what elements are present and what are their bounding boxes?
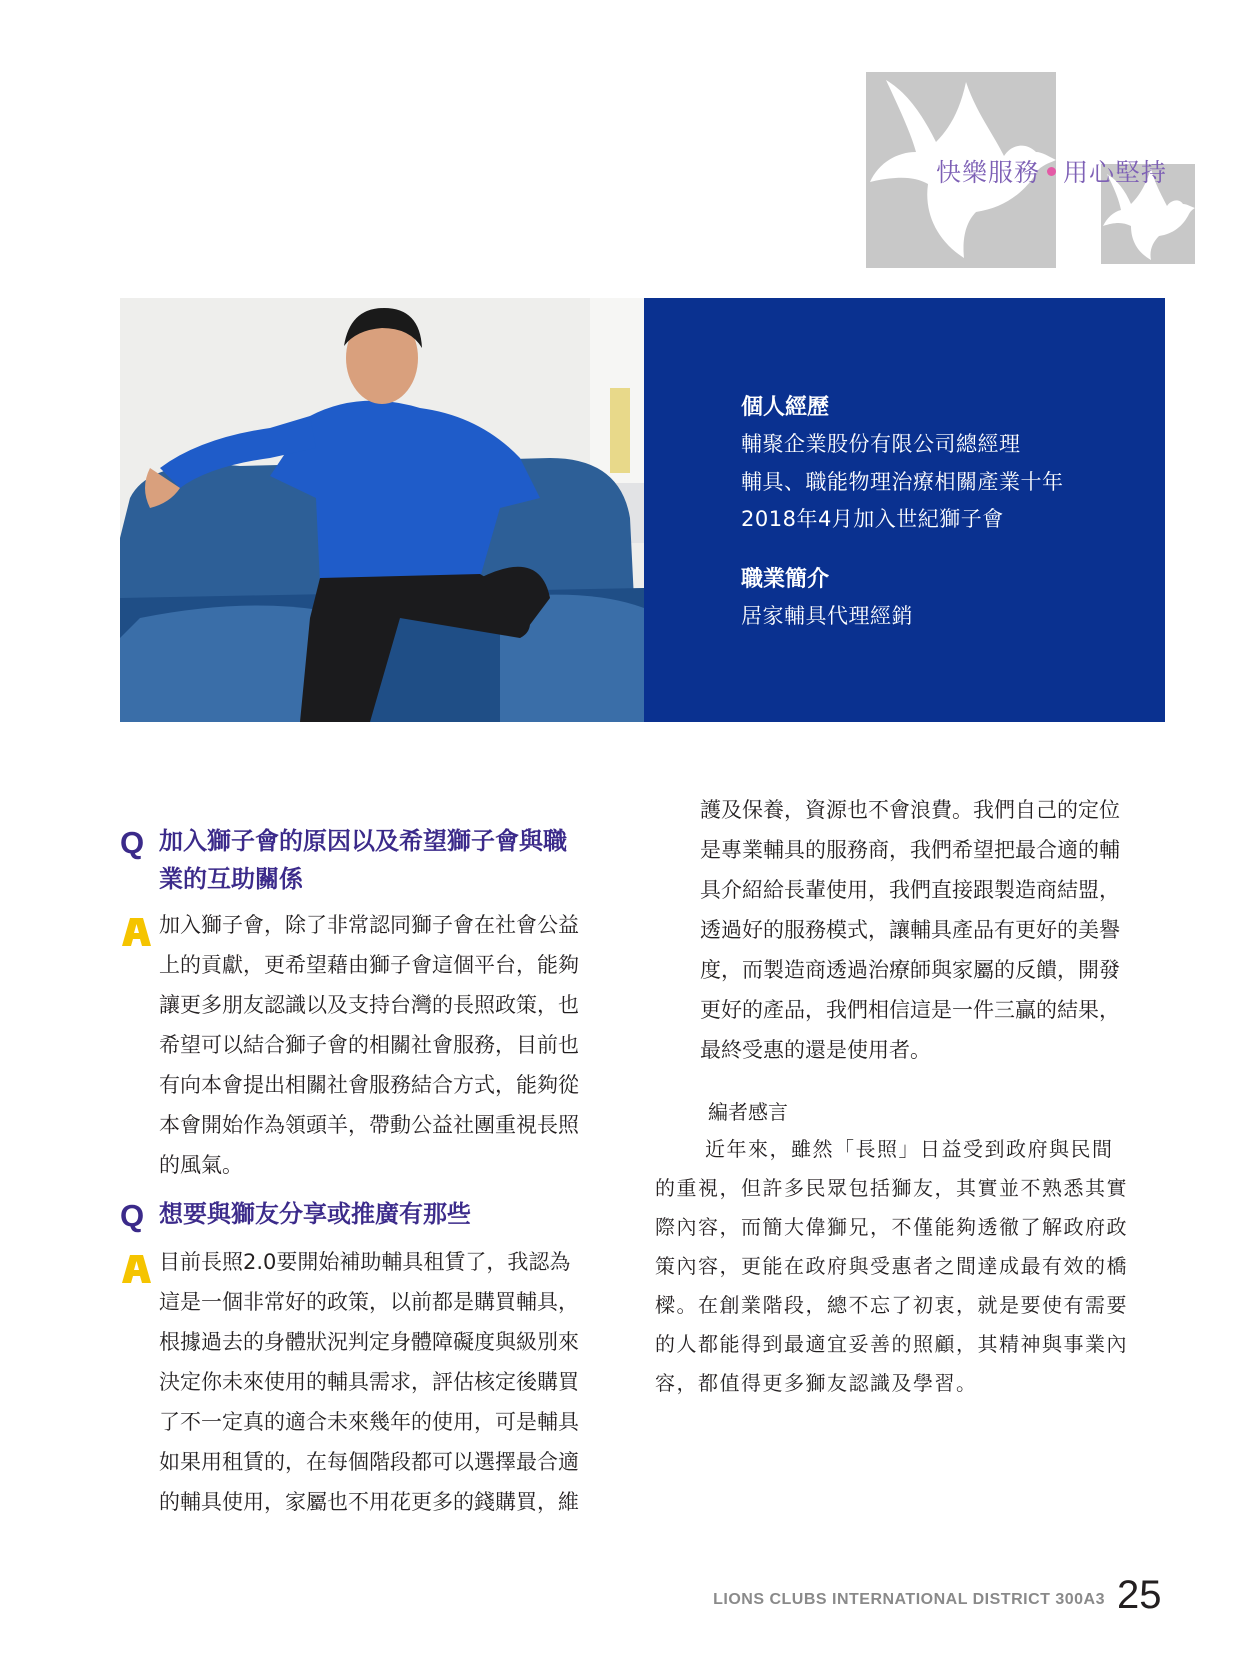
answer-line: 的風氣。	[159, 1153, 243, 1177]
answer-line: 更好的產品，我們相信這是一件三贏的結果，	[700, 998, 1120, 1022]
portrait-photo	[120, 298, 644, 722]
history-line: 輔聚企業股份有限公司總經理	[741, 432, 1021, 456]
history-line: 2018年4月加入世紀獅子會	[741, 507, 1004, 531]
history-heading: 個人經歷	[741, 395, 830, 420]
editor-note-line: 容，都值得更多獅友認識及學習。	[655, 1371, 978, 1395]
question-1	[159, 822, 567, 898]
bullet-dot-icon	[1047, 167, 1056, 176]
question-line: 業的互助關係	[159, 865, 303, 893]
answer-1	[159, 905, 579, 1185]
answer-line: 度，而製造商透過治療師與家屬的反饋，開發	[700, 958, 1120, 982]
editor-note-line: 近年來，雖然「長照」日益受到政府與民間	[705, 1137, 1114, 1161]
editor-note-heading: 編者感言	[708, 1100, 788, 1124]
history-line: 輔具、職能物理治療相關產業十年	[741, 470, 1064, 494]
svg-text:A: A	[136, 944, 138, 945]
question-line: 想要與獅友分享或推廣有那些	[159, 1200, 471, 1228]
answer-line: 了不一定真的適合未來幾年的使用，可是輔具	[159, 1410, 579, 1434]
answer-line: 是專業輔具的服務商，我們希望把最合適的輔	[700, 838, 1120, 862]
answer-line: 具介紹給長輩使用，我們直接跟製造商結盟，	[700, 878, 1120, 902]
answer-line: 目前長照2.0要開始補助輔具租賃了，我認為	[159, 1250, 571, 1274]
answer-2-continued	[700, 790, 1120, 1070]
answer-line: 上的貢獻，更希望藉由獅子會這個平台，能夠	[159, 953, 579, 977]
editor-note-line: 樑。在創業階段，總不忘了初衷，就是要使有需要	[655, 1293, 1128, 1317]
answer-line: 護及保養，資源也不會浪費。我們自己的定位	[700, 798, 1120, 822]
question-line: 加入獅子會的原因以及希望獅子會與職	[159, 827, 567, 855]
answer-line: 決定你未來使用的輔具需求，評估核定後購買	[159, 1370, 579, 1394]
answer-line: 最終受惠的還是使用者。	[700, 1038, 931, 1062]
answer-line: 希望可以結合獅子會的相關社會服務，目前也	[159, 1033, 579, 1057]
header-tagline	[936, 153, 1167, 189]
answer-line: 的輔具使用，家屬也不用花更多的錢購買，維	[159, 1490, 579, 1514]
answer-line: 透過好的服務模式，讓輔具產品有更好的美譽	[700, 918, 1120, 942]
answer-mark-icon	[121, 1254, 152, 1284]
page-number: 25	[1117, 1573, 1162, 1617]
question-mark-icon: Q	[120, 1198, 145, 1233]
answer-line: 根據過去的身體狀況判定身體障礙度與級別來	[159, 1330, 579, 1354]
footer-publication: LIONS CLUBS INTERNATIONAL DISTRICT 300A3	[713, 1591, 1105, 1608]
answer-line: 這是一個非常好的政策，以前都是購買輔具，	[159, 1290, 579, 1314]
answer-line: 本會開始作為領頭羊，帶動公益社團重視長照	[159, 1113, 579, 1137]
tagline-right: 用心堅持	[1063, 158, 1168, 187]
answer-line: 如果用租賃的，在每個階段都可以選擇最合適	[159, 1450, 579, 1474]
career-heading: 職業簡介	[741, 567, 830, 592]
editor-note-line: 的重視，但許多民眾包括獅友，其實並不熟悉其實	[655, 1176, 1128, 1200]
answer-line: 加入獅子會，除了非常認同獅子會在社會公益	[159, 913, 579, 937]
answer-line: 讓更多朋友認識以及支持台灣的長照政策，也	[159, 993, 579, 1017]
question-2	[159, 1195, 471, 1233]
answer-2	[159, 1242, 579, 1522]
tagline-left: 快樂服務	[936, 158, 1041, 187]
editor-note	[655, 1130, 1128, 1403]
editor-note-line: 的人都能得到最適宜妥善的照顧，其精神與事業內	[655, 1332, 1128, 1356]
career-line: 居家輔具代理經銷	[741, 604, 913, 628]
editor-note-line: 策內容，更能在政府與受惠者之間達成最有效的橋	[655, 1254, 1128, 1278]
answer-mark-icon	[121, 917, 152, 947]
editor-note-line: 際內容，而簡大偉獅兄，不僅能夠透徹了解政府政	[655, 1215, 1128, 1239]
answer-line: 有向本會提出相關社會服務結合方式，能夠從	[159, 1073, 579, 1097]
svg-text:A: A	[136, 1281, 138, 1282]
question-mark-icon: Q	[120, 825, 145, 860]
